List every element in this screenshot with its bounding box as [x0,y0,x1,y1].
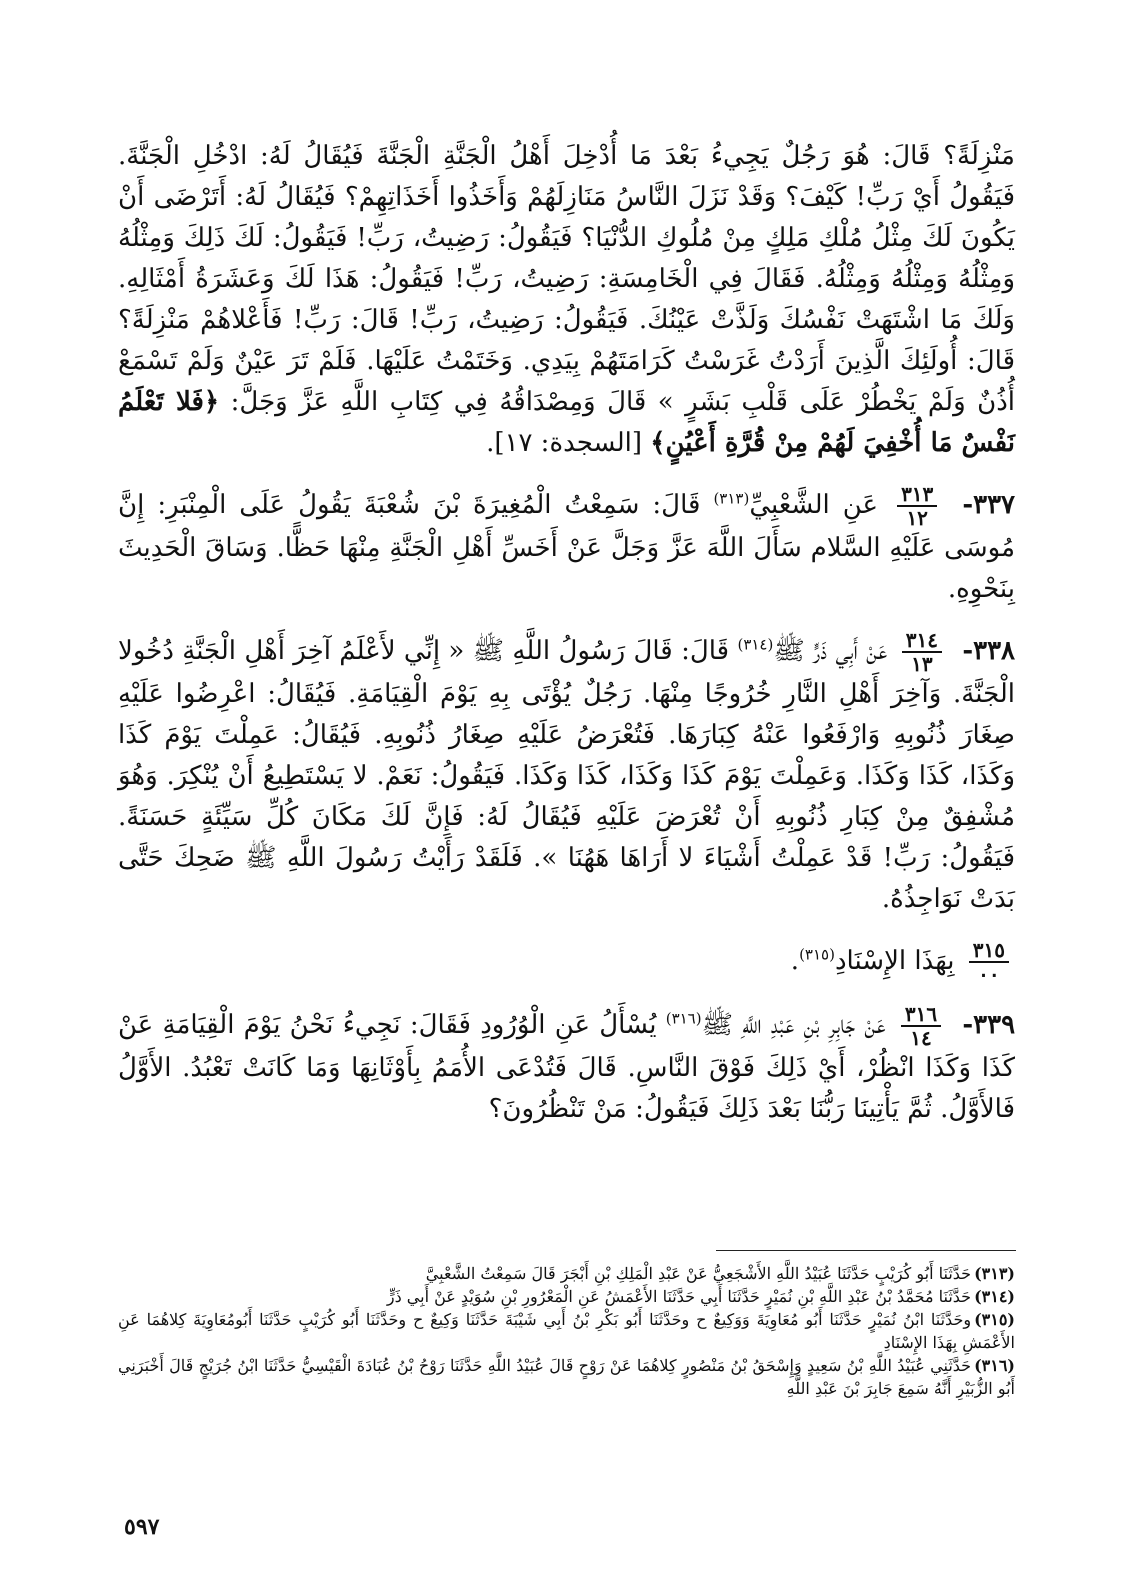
footnote-separator [716,1250,1016,1251]
hadith-lead: عَنْ جَابِرِ بْنِ عَبْدِ اللَّهِ ﷺ [701,1010,886,1040]
fraction-bottom: ١٣ [911,652,933,676]
isnad-315 [118,940,1015,984]
hadith-fraction [897,484,937,528]
footnote [118,1354,1015,1400]
hadith-text: قَالَ: قَالَ رَسُولُ اللَّهِ ﷺ « إِنِّي لأَعْلَمُ آخِرَ أَهْلِ الْجَنَّةِ دُخُولا الْجَنَّةَ. وَآخِرَ أَهْلِ النَّارِ خُرُوجًا مِنْهَا. رَجُلٌ يُؤْتَى بِهِ يَوْمَ الْقِيَامَةِ. فَيُقَالُ: اعْرِضُوا عَلَيْهِ صِغَارَ ذُنُوبِهِ وَارْفَعُوا عَنْهُ كِبَارَهَا. فَتُعْرَضُ عَلَيْهِ صِغَارُ ذُنُوبِهِ. فَيُقَالُ: عَمِلْتَ يَوْمَ كَذَا وَكَذَا، كَذَا وَكَذَا. وَعَمِلْتَ يَوْمَ كَذَا وَكَذَا، كَذَا وَكَذَا. فَيَقُولُ: نَعَمْ. لا يَسْتَطِيعُ أَنْ يُنْكِرَ. وَهُوَ مُشْفِقٌ مِنْ كِبَارِ ذُنُوبِهِ أَنْ تُعْرَضَ عَلَيْهِ فَيُقَالُ لَهُ: فَإِنَّ لَكَ مَكَانَ كُلِّ سَيِّئَةٍ حَسَنَةً. فَيَقُولُ: رَبِّ! قَدْ عَمِلْتُ أَشْيَاءَ لا أَرَاهَا هَهُنَا ». فَلَقَدْ رَأَيْتُ رَسُولَ اللَّهِ ﷺ ضَحِكَ حَتَّى بَدَتْ نَوَاجِذُهُ. [118,636,1015,914]
footnote-number: (٣١٤) [974,1287,1015,1306]
footnote-text: وحَدَّثَنَا ابْنُ نُمَيْرٍ حَدَّثَنَا أَبُو مُعَاوِيَةَ وَوَكِيعٌ ح وحَدَّثَنَا أَبُو بَكْرِ بْنُ أَبِي شَيْبَةَ حَدَّثَنَا وَكِيعٌ ح وحَدَّثَنَا أَبُو كُرَيْبٍ حَدَّثَنَا أَبُومُعَاوِيَةَ كِلاهُمَا عَنِ الأَعْمَشِ بِهَذَا الإِسْنَادِ [118,1310,1015,1352]
hadith-lead: عَنْ أَبِي ذَرٍّ ﷺ [773,636,888,666]
footnote-ref: (٣١٥) [799,945,835,964]
fraction-top: ٣١٣ [897,484,937,507]
quran-verse: ﴿فَلا تَعْلَمُ نَفْسٌ مَا أُخْفِيَ لَهُمْ مِنْ قُرَّةِ أَعْيُنٍ﴾ [118,387,1015,458]
hadith-fraction [901,1004,941,1048]
fraction-top: ٣١٤ [902,630,942,653]
footnote-number: (٣١٦) [974,1356,1015,1375]
quran-citation: [السجدة: ١٧]. [486,428,642,458]
footnote-number: (٣١٥) [974,1310,1015,1329]
page-number: ٥٩٧ [124,1514,160,1540]
footnote-ref: (٣١٦) [665,1009,702,1028]
footnote [118,1285,1015,1308]
footnote [118,1262,1015,1285]
intro-paragraph [118,136,1015,464]
footnote-text: حَدَّثَنَا مُحَمَّدُ بْنُ عَبْدِ اللَّهِ بْنِ نُمَيْرٍ حَدَّثَنَا أَبِي حَدَّثَنَا الأَعْمَشُ عَنِ الْمَعْرُورِ بْنِ سُوَيْدٍ عَنْ أَبِي ذَرٍّ [386,1287,972,1306]
footnotes [118,1262,1015,1400]
hadith-text: يُسْأَلُ عَنِ الْوُرُودِ فَقَالَ: نَجِيءُ نَحْنُ يَوْمَ الْقِيَامَةِ عَنْ كَذَا وَكَذَا انْظُرْ، أَيْ ذَلِكَ فَوْقَ النَّاسِ. قَالَ فَتُدْعَى الأُمَمُ بِأَوْثَانِهَا وَمَا كَانَتْ تَعْبُدُ. الأَوَّلُ فَالأَوَّلُ. ثُمَّ يَأْتِينَا رَبُّنَا بَعْدَ ذَلِكَ فَيَقُولُ: مَنْ تَنْظُرُونَ؟ [118,1010,1015,1124]
hadith-339 [118,1004,1015,1130]
footnote-ref: (٣١٣) [713,489,750,508]
footnote [118,1308,1015,1354]
hadith-fraction [969,940,1009,984]
hadith-number: ٣٣٩- [962,1010,1016,1040]
fraction-bottom: ٠٠ [978,962,1000,986]
hadith-text: . [790,946,800,976]
footnote-ref: (٣١٤) [737,635,774,654]
footnote-text: حَدَّثَنِي عُبَيْدُ اللَّهِ بْنُ سَعِيدٍ وَإِسْحَقُ بْنُ مَنْصُورٍ كِلاهُمَا عَنْ رَوْحٍ قَالَ عُبَيْدُ اللَّهِ حَدَّثَنَا رَوْحُ بْنُ عُبَادَةَ الْقَيْسِيُّ حَدَّثَنَا ابْنُ جُرَيْجٍ قَالَ أَخْبَرَنِي أَبُو الزُّبَيْرِ أَنَّهُ سَمِعَ جَابِرَ بْنَ عَبْدِ اللَّهِ [118,1356,1015,1398]
hadith-fraction [902,630,942,674]
hadith-lead: بِهَذَا الإِسْنَادِ [834,946,955,976]
hadith-lead: عَنِ الشَّعْبِيِّ [749,490,879,520]
fraction-bottom: ١٤ [910,1026,932,1050]
fraction-top: ٣١٥ [969,940,1009,963]
hadith-number: ٣٣٧- [962,490,1016,520]
hadith-number: ٣٣٨- [962,636,1016,666]
hadith-337 [118,484,1015,610]
hadith-338 [118,630,1015,920]
fraction-top: ٣١٦ [901,1004,941,1027]
footnote-text: حَدَّثَنَا أَبُو كُرَيْبٍ حَدَّثَنَا عُبَيْدُ اللَّهِ الأَشْجَعِيُّ عَنْ عَبْدِ الْمَلِكِ بْنِ أَبْجَرَ قَالَ سَمِعْتُ الشَّعْبِيَّ [425,1264,972,1283]
hadith-text: قَالَ: سَمِعْتُ الْمُغِيرَةَ بْنَ شُعْبَةَ يَقُولُ عَلَى الْمِنْبَرِ: إِنَّ مُوسَى عَلَيْهِ السَّلام سَأَلَ اللَّهَ عَزَّ وَجَلَّ عَنْ أَخَسِّ أَهْلِ الْجَنَّةِ مِنْهَا حَظًّا. وَسَاقَ الْحَدِيثَ بِنَحْوِهِ. [118,490,1015,604]
footnote-number: (٣١٣) [974,1264,1015,1283]
fraction-bottom: ١٢ [906,506,928,530]
main-text [118,136,1015,1150]
intro-text: مَنْزِلَةً؟ قَالَ: هُوَ رَجُلٌ يَجِيءُ بَعْدَ مَا أُدْخِلَ أَهْلُ الْجَنَّةِ الْجَنَّةَ فَيُقَالُ لَهُ: ادْخُلِ الْجَنَّةَ. فَيَقُولُ أَيْ رَبِّ! كَيْفَ؟ وَقَدْ نَزَلَ النَّاسُ مَنَازِلَهُمْ وَأَخَذُوا أَخَذَاتِهِمْ؟ فَيُقَالُ لَهُ: أَتَرْضَى أَنْ يَكُونَ لَكَ مِثْلُ مُلْكِ مَلِكٍ مِنْ مُلُوكِ الدُّنْيَا؟ فَيَقُولُ: رَضِيتُ، رَبِّ! فَيَقُولُ: لَكَ ذَلِكَ وَمِثْلُهُ وَمِثْلُهُ وَمِثْلُهُ وَمِثْلُهُ. فَقَالَ فِي الْخَامِسَةِ: رَضِيتُ، رَبِّ! فَيَقُولُ: هَذَا لَكَ وَعَشَرَةُ أَمْثَالِهِ. وَلَكَ مَا اشْتَهَتْ نَفْسُكَ وَلَذَّتْ عَيْنُكَ. فَيَقُولُ: رَضِيتُ، رَبِّ! قَالَ: رَبِّ! فَأَعْلاهُمْ مَنْزِلَةً؟ قَالَ: أُولَئِكَ الَّذِينَ أَرَدْتُ غَرَسْتُ كَرَامَتَهُمْ بِيَدِي. وَخَتَمْتُ عَلَيْهَا. فَلَمْ تَرَ عَيْنٌ وَلَمْ تَسْمَعْ أُذُنٌ وَلَمْ يَخْطُرْ عَلَى قَلْبِ بَشَرٍ » قَالَ وَمِصْدَاقُهُ فِي كِتَابِ اللَّهِ عَزَّ وَجَلَّ: [118,141,1016,417]
